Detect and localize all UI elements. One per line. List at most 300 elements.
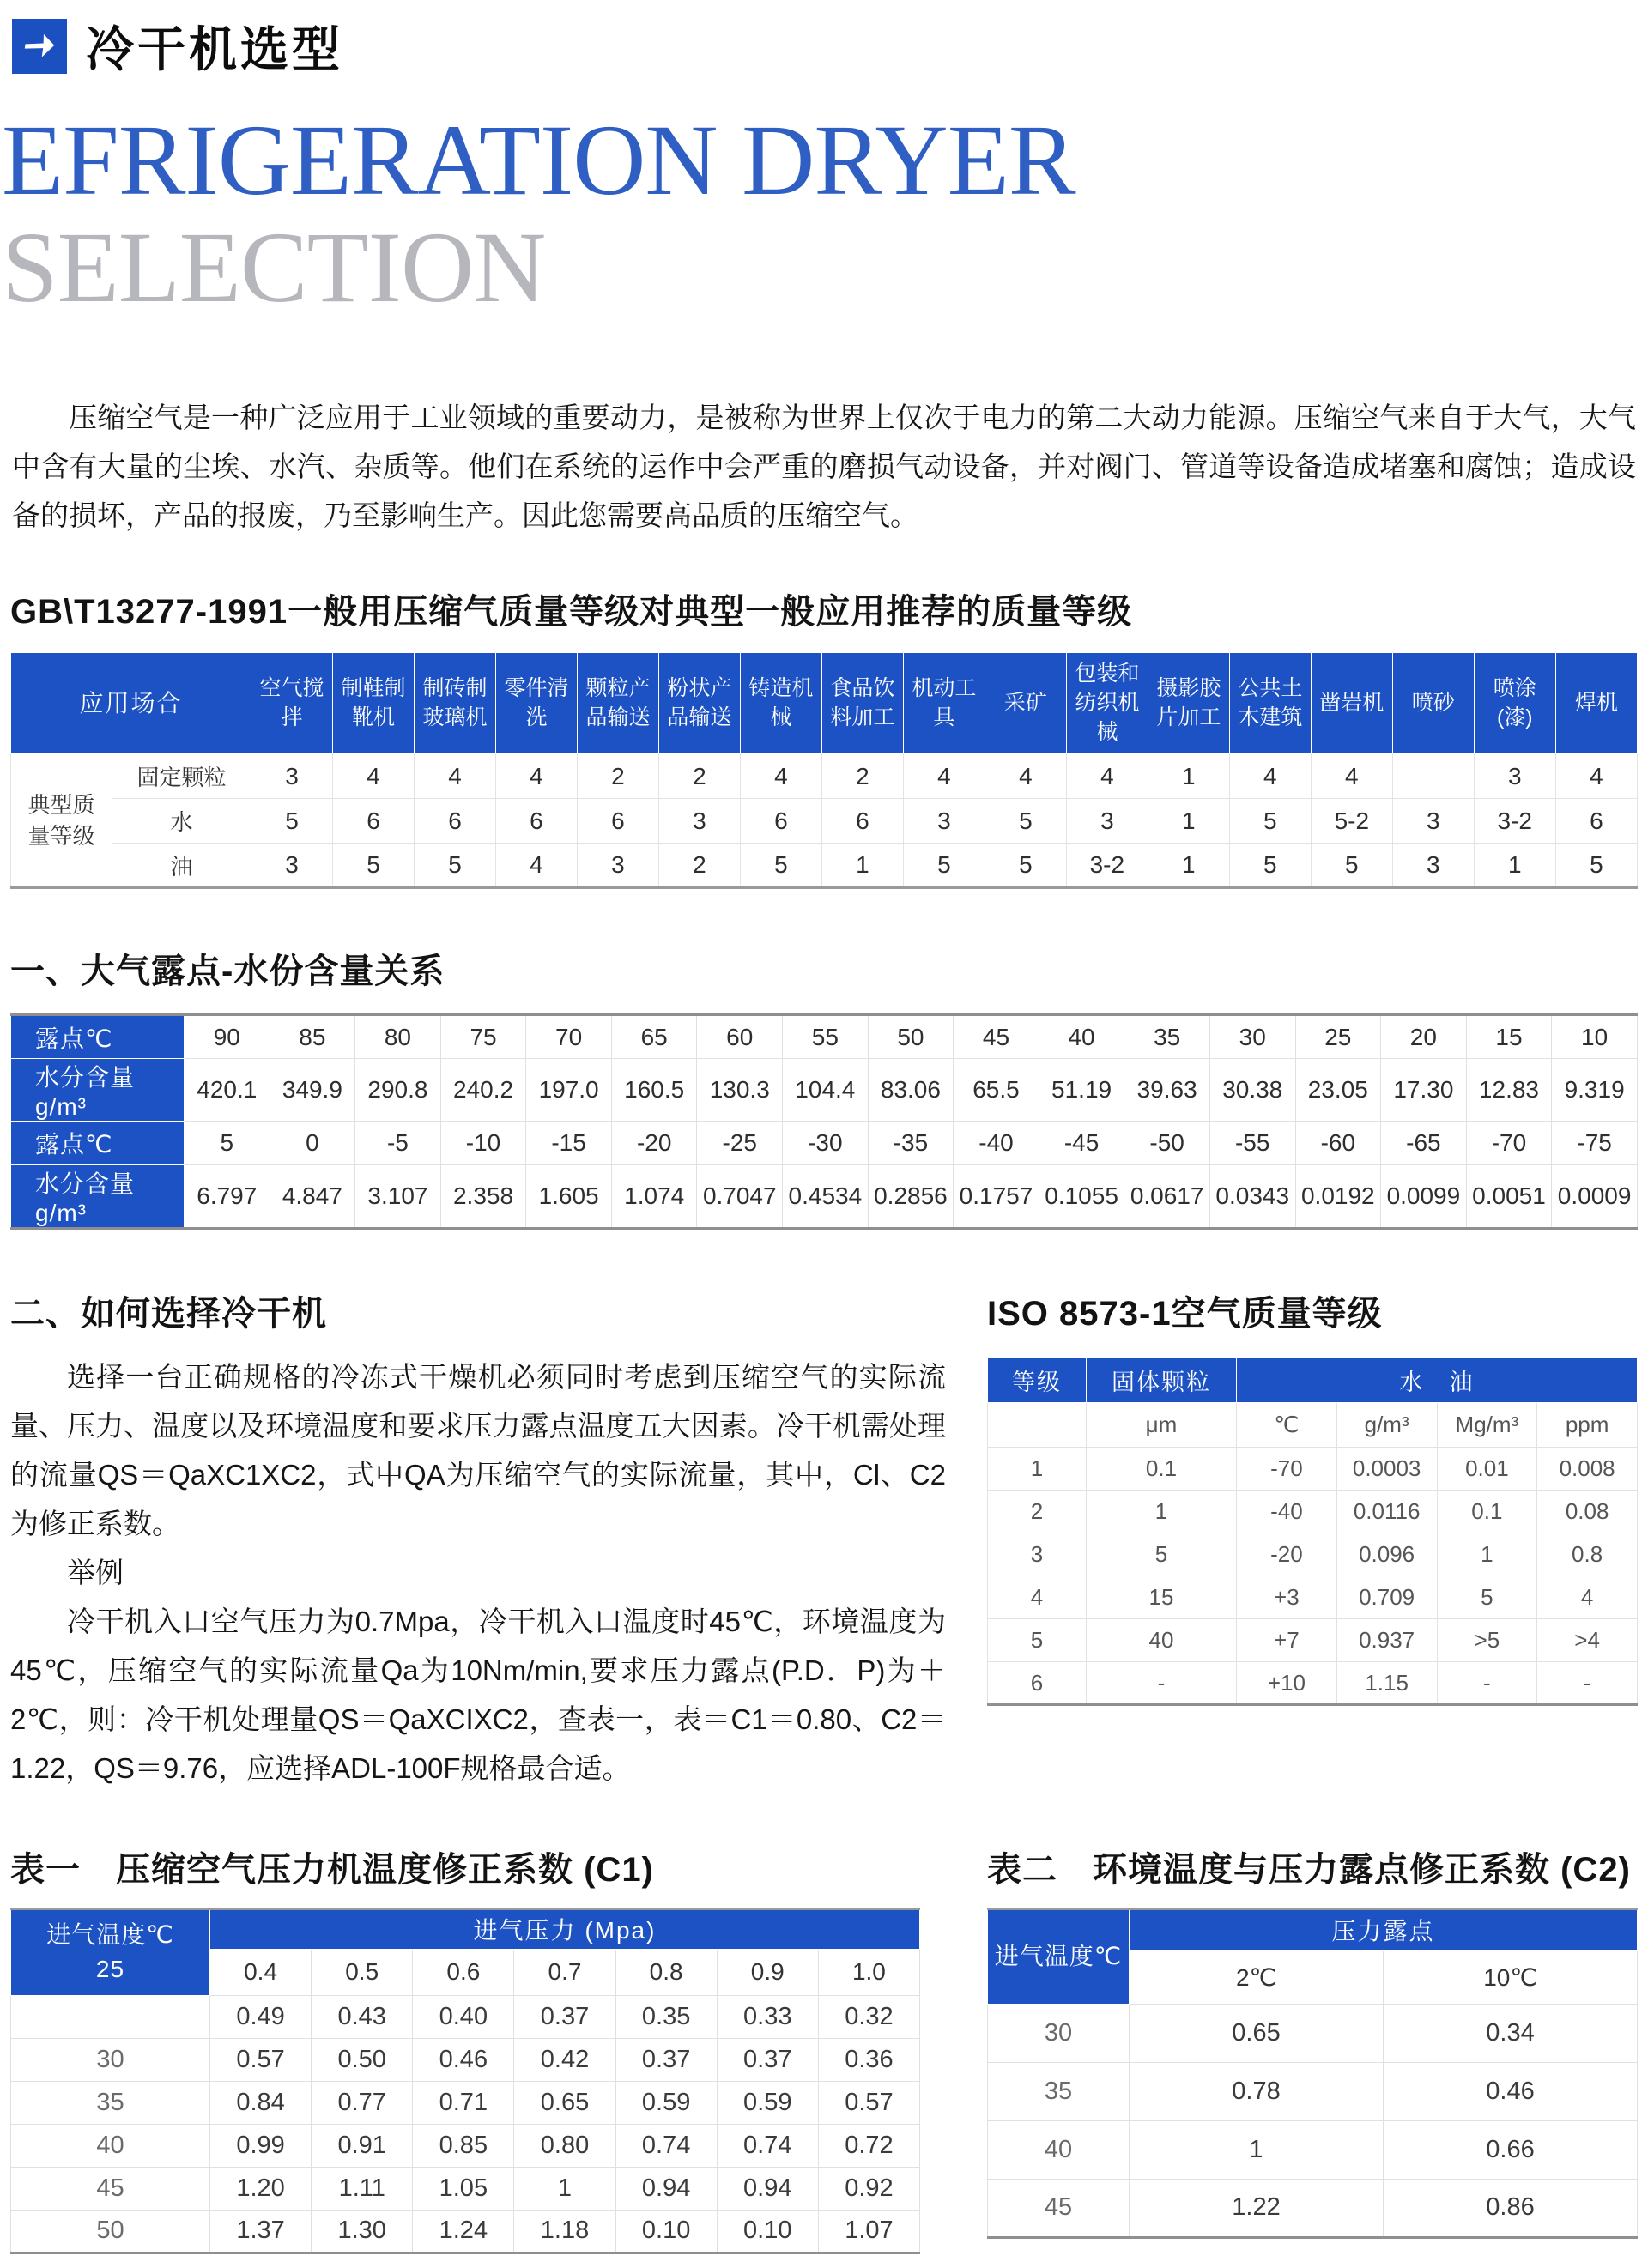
gb-cell: 3 <box>1392 844 1474 888</box>
c1-cell: 1.05 <box>413 2167 514 2210</box>
dew-cell: 5 <box>185 1122 270 1165</box>
iso-header-row <box>988 1358 1638 1403</box>
gb-row-label: 水 <box>112 799 251 844</box>
c2-cell: 0.46 <box>1384 2062 1638 2120</box>
gb-cell: 6 <box>333 799 415 844</box>
c1-corner-line1: 进气温度℃ <box>46 1920 174 1948</box>
c1-cell: 0.94 <box>615 2167 717 2210</box>
gb-cell: 6 <box>740 799 821 844</box>
dew-cell: 0.1055 <box>1039 1165 1124 1229</box>
c1-correction-table <box>10 1908 920 2254</box>
gb-header-row <box>11 653 1638 754</box>
gb-cell: 6 <box>821 799 903 844</box>
c1-cell: 0.72 <box>818 2124 919 2167</box>
c1-cell: 0.37 <box>514 1995 615 2038</box>
doc-header <box>12 12 1638 81</box>
gb-cell: 2 <box>821 754 903 799</box>
c1-cell: 0.32 <box>818 1995 919 2038</box>
dew-cell: 0.2856 <box>868 1165 954 1229</box>
dew-cell: -50 <box>1124 1122 1210 1165</box>
c1-data-row <box>11 2081 920 2124</box>
gb-cell: 6 <box>1555 799 1637 844</box>
dew-cell: 65.5 <box>954 1059 1039 1122</box>
c1-cell: 0.80 <box>514 2124 615 2167</box>
iso-cell: 3 <box>988 1533 1087 1576</box>
c2-temp-label: 40 <box>988 2120 1130 2179</box>
c2-dewpoint-header: 压力露点 <box>1130 1909 1638 1950</box>
c1-column <box>10 1842 946 2254</box>
gb-cell: 5 <box>1311 844 1392 888</box>
dew-cell: 197.0 <box>526 1059 612 1122</box>
gb-cell: 5 <box>740 844 821 888</box>
c2-data-row <box>988 2004 1638 2062</box>
dew-cell: 39.63 <box>1124 1059 1210 1122</box>
c1-pressure-value: 0.7 <box>514 1949 615 1995</box>
c1-pressure-value: 0.9 <box>717 1949 818 1995</box>
dew-cell: 50 <box>868 1015 954 1059</box>
dew-cell: 0.0099 <box>1381 1165 1467 1229</box>
gb-column-header: 机动工具 <box>903 653 985 754</box>
gb-cell: 2 <box>658 844 740 888</box>
gb-cell: 4 <box>495 754 577 799</box>
gb-cell: 3 <box>658 799 740 844</box>
gb-cell: 1 <box>1148 754 1229 799</box>
gb-cell: 1 <box>821 844 903 888</box>
c2-cell: 1 <box>1130 2120 1384 2179</box>
c1-cell: 0.49 <box>210 1995 312 2038</box>
c1-cell: 0.43 <box>312 1995 413 2038</box>
iso-cell: 0.0116 <box>1336 1491 1437 1533</box>
dew-row <box>11 1122 1638 1165</box>
c2-cell: 1.22 <box>1130 2179 1384 2237</box>
c1-data-row <box>11 2124 920 2167</box>
gb-cell: 4 <box>333 754 415 799</box>
iso-cell: 0.8 <box>1537 1533 1638 1576</box>
c1-cell: 0.57 <box>818 2081 919 2124</box>
iso-unit-cell: μm <box>1087 1403 1237 1448</box>
iso-cell: 5 <box>988 1619 1087 1662</box>
gb-column-header: 铸造机械 <box>740 653 821 754</box>
iso-data-row <box>988 1533 1638 1576</box>
dew-cell: 4.847 <box>270 1165 355 1229</box>
iso-table-title: ISO 8573-1空气质量等级 <box>987 1295 1383 1334</box>
c1-cell: 1.24 <box>413 2210 514 2253</box>
iso-header-grade: 等级 <box>988 1358 1087 1403</box>
dew-cell: -25 <box>697 1122 783 1165</box>
dew-cell: 0.4534 <box>783 1165 869 1229</box>
c1-cell: 0.77 <box>312 2081 413 2124</box>
how-to-column <box>10 1286 946 1793</box>
gb-cell <box>1392 754 1474 799</box>
dew-cell: 0.0009 <box>1552 1165 1638 1229</box>
iso-quality-table <box>987 1358 1638 1706</box>
gb-cell: 5 <box>985 844 1066 888</box>
dew-cell: 0.7047 <box>697 1165 783 1229</box>
dew-cell: 40 <box>1039 1015 1124 1059</box>
gb-table-title: GB\T13277-1991一般用压缩气质量等级对典型一般应用推荐的质量等级 <box>10 593 1133 632</box>
dew-cell: 35 <box>1124 1015 1210 1059</box>
gb-column-header: 食品饮料加工 <box>821 653 903 754</box>
dew-cell: 130.3 <box>697 1059 783 1122</box>
gb-cell: 5 <box>1229 844 1311 888</box>
dew-cell: 20 <box>1381 1015 1467 1059</box>
iso-cell: 1 <box>1087 1491 1237 1533</box>
gb-column-header: 喷砂 <box>1392 653 1474 754</box>
c1-cell: 0.50 <box>312 2038 413 2081</box>
iso-cell: 0.937 <box>1336 1619 1437 1662</box>
iso-unit-cell: Mg/m³ <box>1437 1403 1537 1448</box>
dew-cell: 1.074 <box>611 1165 697 1229</box>
dew-cell: 85 <box>270 1015 355 1059</box>
iso-cell: 0.1 <box>1087 1448 1237 1491</box>
middle-section <box>10 1286 1638 1793</box>
iso-cell: - <box>1437 1662 1537 1705</box>
dew-cell: -65 <box>1381 1122 1467 1165</box>
iso-cell: -20 <box>1237 1533 1337 1576</box>
bottom-section <box>10 1842 1638 2254</box>
iso-cell: >5 <box>1437 1619 1537 1662</box>
c1-cell: 1.11 <box>312 2167 413 2210</box>
iso-cell: - <box>1537 1662 1638 1705</box>
c2-column <box>987 1842 1638 2239</box>
dew-cell: 0.1757 <box>954 1165 1039 1229</box>
c1-cell: 0.71 <box>413 2081 514 2124</box>
c2-cell: 0.65 <box>1130 2004 1384 2062</box>
dew-cell: 70 <box>526 1015 612 1059</box>
gb-cell: 4 <box>1311 754 1392 799</box>
title-en-block <box>2 104 1638 324</box>
arrow-right-icon <box>20 27 59 66</box>
c1-pressure-value: 1.0 <box>818 1949 919 1995</box>
c1-cell: 0.84 <box>210 2081 312 2124</box>
dew-cell: -70 <box>1466 1122 1552 1165</box>
gb-cell: 4 <box>740 754 821 799</box>
c1-cell: 1.30 <box>312 2210 413 2253</box>
gb-cell: 6 <box>414 799 495 844</box>
gb-column-header: 采矿 <box>985 653 1066 754</box>
c1-cell: 1.07 <box>818 2210 919 2253</box>
iso-cell: 0.0003 <box>1336 1448 1437 1491</box>
c1-cell: 0.37 <box>717 2038 818 2081</box>
dew-cell: -5 <box>355 1122 441 1165</box>
c1-data-row <box>11 2210 920 2253</box>
dew-cell: 0.0192 <box>1295 1165 1381 1229</box>
c1-cell: 0.57 <box>210 2038 312 2081</box>
dew-cell: 349.9 <box>270 1059 355 1122</box>
dew-cell: 3.107 <box>355 1165 441 1229</box>
gb-cell: 4 <box>1555 754 1637 799</box>
c1-cell: 0.40 <box>413 1995 514 2038</box>
c1-cell: 0.10 <box>717 2210 818 2253</box>
c1-cell: 0.42 <box>514 2038 615 2081</box>
c1-temp-label: 35 <box>11 2081 210 2124</box>
gb-cell: 4 <box>903 754 985 799</box>
gb-data-row <box>11 754 1638 799</box>
iso-cell: 0.08 <box>1537 1491 1638 1533</box>
iso-cell: 0.008 <box>1537 1448 1638 1491</box>
dew-cell: -10 <box>440 1122 526 1165</box>
c1-pressure-value: 0.6 <box>413 1949 514 1995</box>
c1-corner-cell <box>11 1909 210 1995</box>
c1-cell: 0.33 <box>717 1995 818 2038</box>
how-to-title: 二、如何选择冷干机 <box>10 1295 327 1334</box>
c1-pressure-value: 0.5 <box>312 1949 413 1995</box>
dew-cell: 290.8 <box>355 1059 441 1122</box>
dew-cell: 0.0051 <box>1466 1165 1552 1229</box>
gb-cell: 3 <box>903 799 985 844</box>
iso-cell: 15 <box>1087 1576 1237 1619</box>
dew-cell: 75 <box>440 1015 526 1059</box>
gb-cell: 3 <box>1392 799 1474 844</box>
gb-cell: 4 <box>1229 754 1311 799</box>
iso-unit-cell: ℃ <box>1237 1403 1337 1448</box>
iso-cell: -40 <box>1237 1491 1337 1533</box>
c1-cell: 0.65 <box>514 2081 615 2124</box>
iso-cell: 1.15 <box>1336 1662 1437 1705</box>
dew-row-label: 露点℃ <box>11 1015 185 1059</box>
gb-cell: 3 <box>577 844 658 888</box>
c1-cell: 1.37 <box>210 2210 312 2253</box>
dew-cell: 65 <box>611 1015 697 1059</box>
c2-data-row <box>988 2179 1638 2237</box>
iso-cell: 4 <box>1537 1576 1638 1619</box>
iso-header-water-oil: 水 油 <box>1237 1358 1638 1403</box>
dew-cell: 10 <box>1552 1015 1638 1059</box>
dew-row <box>11 1059 1638 1122</box>
c1-temp-label: 30 <box>11 2038 210 2081</box>
dew-cell: 23.05 <box>1295 1059 1381 1122</box>
dew-cell: 30.38 <box>1209 1059 1295 1122</box>
dew-section-title: 一、大气露点-水份含量关系 <box>10 953 445 991</box>
c1-data-row <box>11 1995 920 2038</box>
c1-cell: 0.59 <box>615 2081 717 2124</box>
gb-cell: 3 <box>1474 754 1555 799</box>
c2-data-row <box>988 2062 1638 2120</box>
dew-cell: -35 <box>868 1122 954 1165</box>
c2-cell: 0.34 <box>1384 2004 1638 2062</box>
gb-cell: 5 <box>251 799 333 844</box>
gb-cell: 4 <box>414 754 495 799</box>
c2-dewpoint-value: 2℃ <box>1130 1950 1384 2004</box>
dew-row-label: 水分含量g/m³ <box>11 1059 185 1122</box>
iso-unit-cell: ppm <box>1537 1403 1638 1448</box>
dew-cell: 2.358 <box>440 1165 526 1229</box>
c1-cell: 0.99 <box>210 2124 312 2167</box>
c2-data-row <box>988 2120 1638 2179</box>
gb-cell: 5-2 <box>1311 799 1392 844</box>
iso-header-solid: 固体颗粒 <box>1087 1358 1237 1403</box>
iso-unit-cell: g/m³ <box>1336 1403 1437 1448</box>
iso-subheader-row <box>988 1403 1638 1448</box>
iso-cell: 0.01 <box>1437 1448 1537 1491</box>
gb-row-label: 固定颗粒 <box>112 754 251 799</box>
iso-column <box>987 1286 1638 1706</box>
c2-temp-label: 35 <box>988 2062 1130 2120</box>
gb-cell: 3 <box>1066 799 1148 844</box>
c1-temp-label: 50 <box>11 2210 210 2253</box>
gb-cell: 4 <box>495 844 577 888</box>
iso-cell: 0.1 <box>1437 1491 1537 1533</box>
iso-data-row <box>988 1448 1638 1491</box>
gb-data-row <box>11 799 1638 844</box>
c2-dewpoint-value: 10℃ <box>1384 1950 1638 2004</box>
gb-cell: 3 <box>251 754 333 799</box>
c1-temp-label: 45 <box>11 2167 210 2210</box>
page-title: 冷干机选型 <box>86 22 343 76</box>
iso-cell: 1 <box>988 1448 1087 1491</box>
dew-row <box>11 1165 1638 1229</box>
gb-column-header: 零件清洗 <box>495 653 577 754</box>
dew-cell: -40 <box>954 1122 1039 1165</box>
dew-cell: 1.605 <box>526 1165 612 1229</box>
gb-cell: 4 <box>985 754 1066 799</box>
title-en-line2: SELECTION <box>2 211 546 324</box>
dew-cell: 17.30 <box>1381 1059 1467 1122</box>
c1-cell: 0.10 <box>615 2210 717 2253</box>
gb-column-header: 包装和纺织机械 <box>1066 653 1148 754</box>
iso-cell: 40 <box>1087 1619 1237 1662</box>
c2-cell: 0.78 <box>1130 2062 1384 2120</box>
c1-cell: 0.59 <box>717 2081 818 2124</box>
gb-cell: 2 <box>658 754 740 799</box>
c1-pressure-header: 进气压力 (Mpa) <box>210 1909 920 1949</box>
gb-cell: 5 <box>333 844 415 888</box>
iso-data-row <box>988 1619 1638 1662</box>
dew-cell: 60 <box>697 1015 783 1059</box>
iso-cell: 5 <box>1437 1576 1537 1619</box>
c1-cell: 0.37 <box>615 2038 717 2081</box>
gb-row-group-label: 典型质量等级 <box>11 754 112 888</box>
iso-cell: 2 <box>988 1491 1087 1533</box>
gb-column-header: 颗粒产品输送 <box>577 653 658 754</box>
dew-cell: 0 <box>270 1122 355 1165</box>
c1-cell: 0.85 <box>413 2124 514 2167</box>
dew-cell: -15 <box>526 1122 612 1165</box>
gb-cell: 3 <box>251 844 333 888</box>
dew-cell: 25 <box>1295 1015 1381 1059</box>
c1-data-row <box>11 2038 920 2081</box>
dew-cell: -30 <box>783 1122 869 1165</box>
gb-cell: 6 <box>577 799 658 844</box>
iso-cell: 6 <box>988 1662 1087 1705</box>
c2-cell: 0.86 <box>1384 2179 1638 2237</box>
dew-row-label: 露点℃ <box>11 1122 185 1165</box>
dew-cell: 51.19 <box>1039 1059 1124 1122</box>
gb-column-header: 粉状产品输送 <box>658 653 740 754</box>
c1-pressure-value: 0.8 <box>615 1949 717 1995</box>
gb-column-header: 焊机 <box>1555 653 1637 754</box>
gb-cell: 6 <box>495 799 577 844</box>
gb-cell: 3-2 <box>1474 799 1555 844</box>
dew-cell: 240.2 <box>440 1059 526 1122</box>
example-label: 举例 <box>67 1557 124 1589</box>
intro-paragraph: 压缩空气是一种广泛应用于工业领域的重要动力，是被称为世界上仅次于电力的第二大动力能源。压缩空气来自于大气，大气中含有大量的尘埃、水汽、杂质等。他们在系统的运作中会严重的磨损气动设备，并对阀门、管道等设备造成堵塞和腐蚀；造成设备的损坏，产品的报废，乃至影响生产。因此您需要高品质的压缩空气。 <box>12 402 1636 532</box>
c1-cell: 0.74 <box>717 2124 818 2167</box>
dew-cell: 0.0343 <box>1209 1165 1295 1229</box>
dew-row <box>11 1015 1638 1059</box>
c2-correction-table <box>987 1908 1638 2239</box>
title-en-line1: EFRIGERATION DRYER <box>2 104 1075 216</box>
c1-cell: 1 <box>514 2167 615 2210</box>
arrow-box <box>12 19 67 74</box>
c1-temp-label: 40 <box>11 2124 210 2167</box>
dew-cell: 12.83 <box>1466 1059 1552 1122</box>
dew-cell: 6.797 <box>185 1165 270 1229</box>
iso-cell: 0.096 <box>1336 1533 1437 1576</box>
dew-cell: -55 <box>1209 1122 1295 1165</box>
c2-table-title: 表二 环境温度与压力露点修正系数 (C2) <box>987 1851 1631 1890</box>
c1-pressure-value: 0.4 <box>210 1949 312 1995</box>
gb-cell: 5 <box>1555 844 1637 888</box>
iso-cell: 5 <box>1087 1533 1237 1576</box>
gb-column-header: 喷涂(漆) <box>1474 653 1555 754</box>
iso-cell: -70 <box>1237 1448 1337 1491</box>
iso-cell: +7 <box>1237 1619 1337 1662</box>
dew-cell: 55 <box>783 1015 869 1059</box>
dew-cell: 45 <box>954 1015 1039 1059</box>
gb-cell: 4 <box>1066 754 1148 799</box>
c1-cell: 0.91 <box>312 2124 413 2167</box>
iso-cell: +10 <box>1237 1662 1337 1705</box>
iso-data-row <box>988 1491 1638 1533</box>
c1-cell: 0.94 <box>717 2167 818 2210</box>
example-paragraph: 冷干机入口空气压力为0.7Mpa，冷干机入口温度时45℃，环境温度为45℃，压缩空气的实际流量Qa为10Nm/min,要求压力露点(P.D．P)为＋2℃，则：冷干机处理量QS＝QaXCIXC2，查表一，表＝C1＝0.80、C2＝1.22，QS＝9.76，应选择ADL-100F规格最合适。 <box>10 1606 946 1785</box>
gb-column-header: 制鞋制靴机 <box>333 653 415 754</box>
gb-column-header: 公共土木建筑 <box>1229 653 1311 754</box>
iso-cell: 4 <box>988 1576 1087 1619</box>
gb-column-header: 空气搅拌 <box>251 653 333 754</box>
c1-header-row <box>11 1909 920 1949</box>
iso-cell: - <box>1087 1662 1237 1705</box>
dew-row-label: 水分含量g/m³ <box>11 1165 185 1229</box>
c1-cell: 0.46 <box>413 2038 514 2081</box>
dew-cell: -20 <box>611 1122 697 1165</box>
iso-cell: 0.709 <box>1336 1576 1437 1619</box>
c2-corner-cell: 进气温度℃ <box>988 1909 1130 2004</box>
c1-cell: 0.35 <box>615 1995 717 2038</box>
gb-column-header: 制砖制玻璃机 <box>414 653 495 754</box>
gb-column-header: 凿岩机 <box>1311 653 1392 754</box>
dew-cell: 83.06 <box>868 1059 954 1122</box>
gb-cell: 5 <box>1229 799 1311 844</box>
gb-quality-table <box>10 652 1638 889</box>
gb-cell: 1 <box>1148 799 1229 844</box>
dew-cell: 9.319 <box>1552 1059 1638 1122</box>
dew-cell: 104.4 <box>783 1059 869 1122</box>
gb-cell: 5 <box>414 844 495 888</box>
how-to-paragraph: 选择一台正确规格的冷冻式干燥机必须同时考虑到压缩空气的实际流量、压力、温度以及环境温度和要求压力露点温度五大因素。冷干机需处理的流量QS＝QaXC1XC2，式中QA为压缩空气的实际流量，其中，Cl、C2为修正系数。 <box>10 1361 946 1540</box>
c2-cell: 0.66 <box>1384 2120 1638 2179</box>
dew-cell: -60 <box>1295 1122 1381 1165</box>
gb-cell: 1 <box>1474 844 1555 888</box>
gb-corner-label: 应用场合 <box>11 653 251 754</box>
dew-cell: 90 <box>185 1015 270 1059</box>
c1-cell: 0.36 <box>818 2038 919 2081</box>
c1-cell: 1.18 <box>514 2210 615 2253</box>
dew-cell: 160.5 <box>611 1059 697 1122</box>
iso-cell: +3 <box>1237 1576 1337 1619</box>
dew-point-table <box>10 1013 1638 1230</box>
iso-unit-cell <box>988 1403 1087 1448</box>
dew-cell: -75 <box>1552 1122 1638 1165</box>
c1-data-row <box>11 2167 920 2210</box>
gb-cell: 1 <box>1148 844 1229 888</box>
c2-header-row <box>988 1909 1638 1950</box>
gb-column-header: 摄影胶片加工 <box>1148 653 1229 754</box>
iso-cell: >4 <box>1537 1619 1638 1662</box>
dew-cell: 80 <box>355 1015 441 1059</box>
iso-cell: 1 <box>1437 1533 1537 1576</box>
